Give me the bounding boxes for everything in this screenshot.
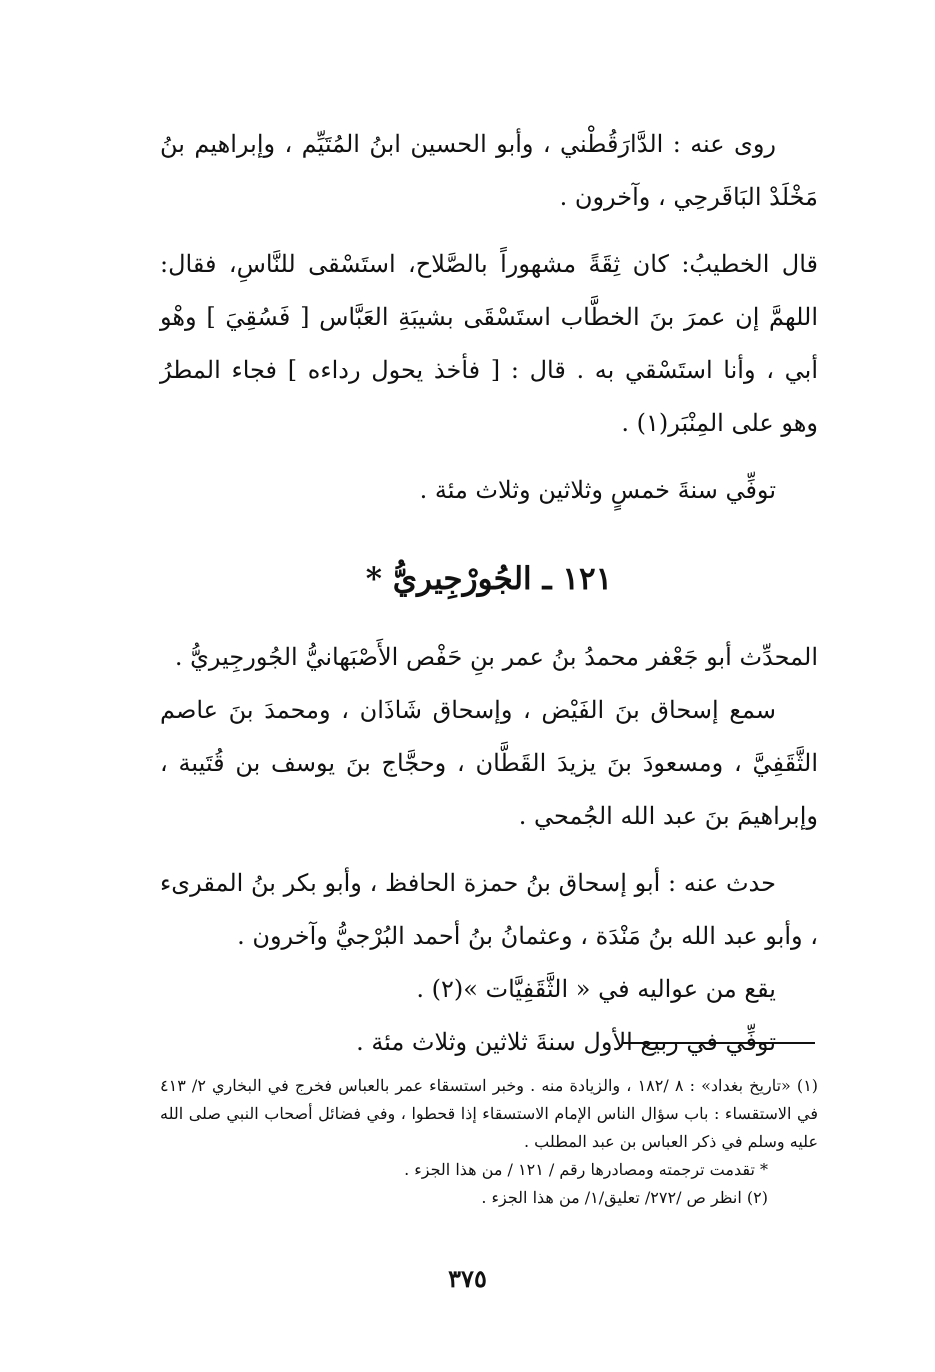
entry-title: ١٢١ ـ الجُورْجِيريُّ *	[365, 561, 613, 597]
footnote-2: (٢) انظر ص /٢٧٢/ تعليق/١/ من هذا الجزء .	[481, 1188, 768, 1207]
footnotes	[160, 1072, 818, 1212]
main-text	[160, 118, 818, 1069]
students-paragraph: حدث عنه : أبو إسحاق بنُ حمزة الحافظ ، وأبو بكر بنُ المقرىء ، وأبو عبد الله بنُ مَنْدَة ، وعثمانُ بنُ أحمد البُرْجيُّ وآخرون .	[160, 869, 818, 950]
footnote-star: * تقدمت ترجمته ومصادرها رقم / ١٢١ / من هذا الجزء .	[404, 1160, 768, 1179]
narrators-paragraph: روى عنه : الدَّارَقُطْني ، وأبو الحسين ابنُ المُتَيِّم ، وإبراهيم بنُ مَخْلَدْ البَاقَرحِي ، وآخرون .	[160, 130, 818, 211]
awali-paragraph: يقع من عواليه في « الثَّقَفِيَّات »(٢) .	[416, 975, 776, 1003]
footnote-1: (١) «تاريخ بغداد» : ٨ /١٨٢ ، والزيادة منه . وخبر استسقاء عمر بالعباس فخرج في البخاري ٢/ ٤١٣ في الاستقساء : باب سؤال الناس الإمام الاستسقاء إذا قحطوا ، وفي فضائل أصحاب النبي صلى الله عليه وسلم في ذكر العباس بن عبد المطلب .	[160, 1076, 819, 1151]
entry-death-paragraph: توفِّي في ربيع الأول سنةَ ثلاثين وثلاث مئة .	[356, 1028, 776, 1056]
entry-name-paragraph: المحدِّث أبو جَعْفر محمدُ بنُ عمر بنِ حَفْص الأَصْبَهانيُّ الجُورجِيريُّ .	[174, 643, 818, 671]
footnote-separator	[622, 1042, 815, 1044]
page-number: ٣٧٥	[448, 1264, 487, 1293]
khatib-quote-paragraph: قال الخطيبُ: كان ثِقَةً مشهوراً بالصَّلاح، استَسْقى للنَّاسِ، فقال: اللهمَّ إن عمرَ بنَ الخطَّاب استَسْقَى بشيبَةِ العَبَّاس [ فَسُقِيَ ] وهْو أبي ، وأنا استَسْقي به . قال : [ فأخذ يحول رداءه ] فجاء المطرُ وهو على المِنْبَر(١) .	[160, 250, 818, 437]
teachers-paragraph: سمع إسحاق بنَ الفَيْض ، وإسحاق شَاذَان ، ومحمدَ بنَ عاصم الثَّقَفِيَّ ، ومسعودَ بنَ يزيدَ القَطَّان ، وحجَّاج بنَ يوسف بن قُتَيبة ، وإبراهيمَ بنَ عبد الله الجُمحي .	[160, 696, 818, 830]
death-year-paragraph: توفِّي سنةَ خمسٍ وثلاثين وثلاث مئة .	[419, 476, 776, 504]
